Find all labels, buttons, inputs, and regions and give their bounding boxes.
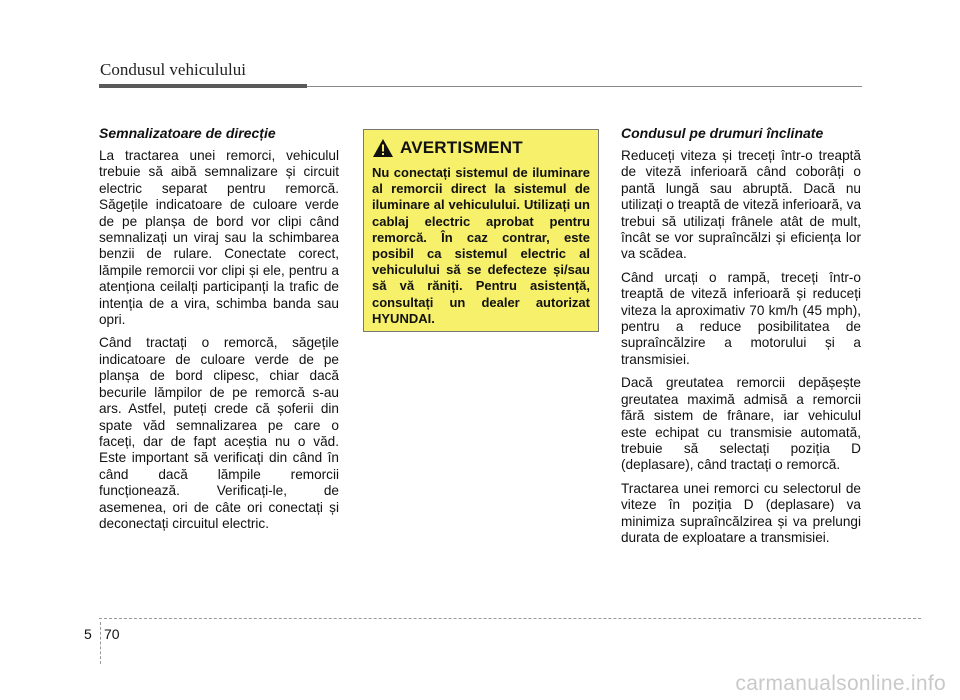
left-column <box>99 125 339 539</box>
inclined-roads-paragraph-3: Dacă greutatea remorcii depășește greutatea maximă admisă a remorcii fără sistem de frânare, iar vehiculul este echipat cu transmisie automată, trebuie să selectați poziția D (deplasare), când tractați o remorcă. <box>621 375 861 473</box>
page-number-separator <box>100 622 101 664</box>
turn-signals-heading: Semnalizatoare de direcție <box>99 125 276 141</box>
page-number: 70 <box>104 626 120 642</box>
footer-divider <box>99 618 921 619</box>
inclined-roads-paragraph-2: Când urcați o rampă, treceți într-o treaptă de viteză inferioară și reduceți viteza la aproximativ 70 km/h (45 mph), pentru a reduce posibilitatea de supraîncălzire a motorului și a transmisiei. <box>621 269 861 367</box>
turn-signals-paragraph-2: Când tractați o remorcă, săgețile indicatoare de culoare verde de pe planșa de bord clipesc, chiar dacă becurile lămpilor de pe remorcă s-au ars. Astfel, puteți crede că șoferii din spate văd semnalizarea pe care o faceți, dar de fapt aceștia nu o văd. Este important să verificați din când în când dacă lămpile remorcii funcționează. Verificați-le, de asemenea, ori de câte ori conectați și deconectați circuitul electric. <box>99 335 339 531</box>
turn-signals-paragraph-1: La tractarea unei remorci, vehiculul trebuie să aibă semnalizare și circuit electric separat pentru remorcă. Săgețile indicatoare de culoare verde de pe planșa de bord vor clipi când semnalizați un viraj sau la schimbarea benzii de rulare. Conectate corect, lămpile remorcii vor clipi și ele, pentru a atenționa ceilalți participanți la trafic de intenția de a vira, schimba banda sau opri. <box>99 148 339 328</box>
inclined-roads-paragraph-1: Reduceți viteza și treceți într-o treaptă de viteză inferioară când coborâți o pantă lungă sau abruptă. Dacă nu utilizați o treaptă de viteză inferioară, va trebui să utilizați frânele atât de mult, încât se vor supraîncălzi și eficiența lor va scădea. <box>621 148 861 262</box>
chapter-number: 5 <box>84 626 92 642</box>
warning-title: AVERTISMENT <box>400 138 523 157</box>
header-rule-thick <box>99 84 307 88</box>
warning-box <box>363 129 599 332</box>
inclined-roads-paragraph-4: Tractarea unei remorci cu selectorul de viteze în poziția D (deplasare) va minimiza supraîncălzirea și va prelungi durata de exploatare a transmisiei. <box>621 480 861 545</box>
page-header-title: Condusul vehiculului <box>100 60 246 79</box>
warning-header <box>372 138 590 158</box>
right-column <box>621 125 861 553</box>
watermark: carmanualsonline.info <box>735 672 946 695</box>
inclined-roads-heading: Condusul pe drumuri înclinate <box>621 125 824 141</box>
warning-triangle-icon <box>372 138 394 158</box>
header-rule-thin <box>307 86 862 87</box>
warning-text: Nu conectați sistemul de iluminare al remorcii direct la sistemul de iluminare al vehiculului. Utilizați un cablaj electric aprobat pentru remorcă. În caz contrar, este posibil ca sistemul electric al vehiculului să se defecteze și/sau să vă răniți. Pentru asistență, consultați un dealer autorizat HYUNDAI. <box>372 165 590 326</box>
